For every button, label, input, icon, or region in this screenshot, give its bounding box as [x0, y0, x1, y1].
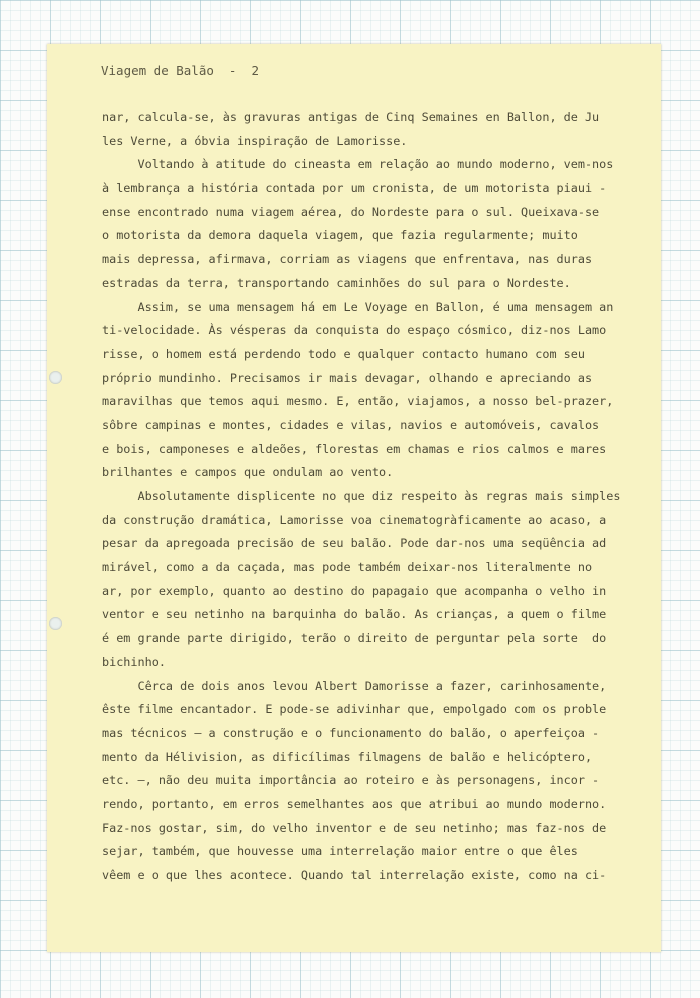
text-line: e bois, camponeses e aldeões, florestas em chamas e rios calmos e mares — [102, 441, 607, 456]
text-line: da construção dramática, Lamorisse voa cinematogràficamente ao acaso, a — [102, 512, 607, 527]
text-line: Absolutamente displicente no que diz respeito às regras mais simples — [102, 489, 621, 503]
text-line: à lembrança a história contada por um cronista, de um motorista piaui - — [102, 181, 607, 196]
text-line: ventor e seu netinho na barquinha do balão. As crianças, a quem o filme — [102, 607, 607, 622]
text-line: estradas da terra, transportando caminhões do sul para o Nordeste. — [102, 275, 571, 290]
text-line: maravilhas que temos aqui mesmo. E, então, viajamos, a nosso bel-prazer, — [102, 394, 614, 409]
text-line: risse, o homem está perdendo todo e qualquer contacto humano com seu — [102, 346, 585, 361]
text-line: Assim, se uma mensagem há em Le Voyage en Ballon, é uma mensagem an — [102, 299, 614, 314]
text-line: o motorista da demora daquela viagem, que fazia regularmente; muito — [102, 228, 578, 243]
text-line: etc. —, não deu muita importância ao roteiro e às personagens, incor - — [102, 773, 600, 788]
text-line: Cêrca de dois anos levou Albert Damorisse a fazer, carinhosamente, — [102, 678, 607, 693]
text-line: ense encontrado numa viagem aérea, do Nordeste para o sul. Queixava-se — [102, 204, 600, 219]
text-line: próprio mundinho. Precisamos ir mais devagar, olhando e apreciando as — [102, 370, 593, 385]
text-line: Voltando à atitude do cineasta em relação ao mundo moderno, vem-nos — [102, 157, 614, 172]
page-header: Viagem de Balão - 2 — [101, 63, 260, 78]
text-line: sôbre campinas e montes, cidades e vilas, navios e automóveis, cavalos — [102, 417, 600, 432]
text-line: les Verne, a óbvia inspiração de Lamorisse. — [102, 133, 408, 148]
text-line: mas técnicos — a construção e o funcionamento do balão, o aperfeiçoa - — [102, 725, 600, 740]
text-line: brilhantes e campos que ondulam ao vento. — [102, 465, 394, 480]
text-line: pesar da apregoada precisão de seu balão. Pode dar-nos uma seqüência ad — [102, 536, 607, 551]
text-line: vêem e o que lhes acontece. Quando tal interrelação existe, como na ci- — [102, 868, 607, 882]
body-text — [102, 106, 636, 888]
punch-hole — [49, 371, 62, 384]
text-line: é em grande parte dirigido, terão o direito de perguntar pela sorte do — [102, 631, 607, 646]
text-line: mento da Hélivision, as dificílimas filmagens de balão e helicóptero, — [102, 749, 593, 764]
typewritten-page — [47, 44, 661, 952]
text-line: Faz-nos gostar, sim, do velho inventor e de seu netinho; mas faz-nos de — [102, 820, 607, 835]
text-line: ti-velocidade. Às vésperas da conquista do espaço cósmico, diz-nos Lamo — [102, 323, 607, 338]
punch-hole — [49, 617, 62, 630]
text-line: mais depressa, afirmava, corriam as viagens que enfrentava, nas duras — [102, 252, 593, 267]
text-line: ar, por exemplo, quanto ao destino do papagaio que acompanha o velho in — [102, 583, 607, 598]
text-line: sejar, também, que houvesse uma interrelação maior entre o que êles — [102, 844, 578, 859]
text-line: rendo, portanto, em erros semelhantes aos que atribui ao mundo moderno. — [102, 796, 607, 811]
text-line: mirável, como a da caçada, mas pode também deixar-nos literalmente no — [102, 560, 593, 575]
text-line: nar, calcula-se, às gravuras antigas de Cinq Semaines en Ballon, de Ju — [102, 110, 600, 124]
text-line: êste filme encantador. E pode-se adivinhar que, empolgado com os proble — [102, 702, 607, 717]
text-line: bichinho. — [102, 654, 166, 669]
